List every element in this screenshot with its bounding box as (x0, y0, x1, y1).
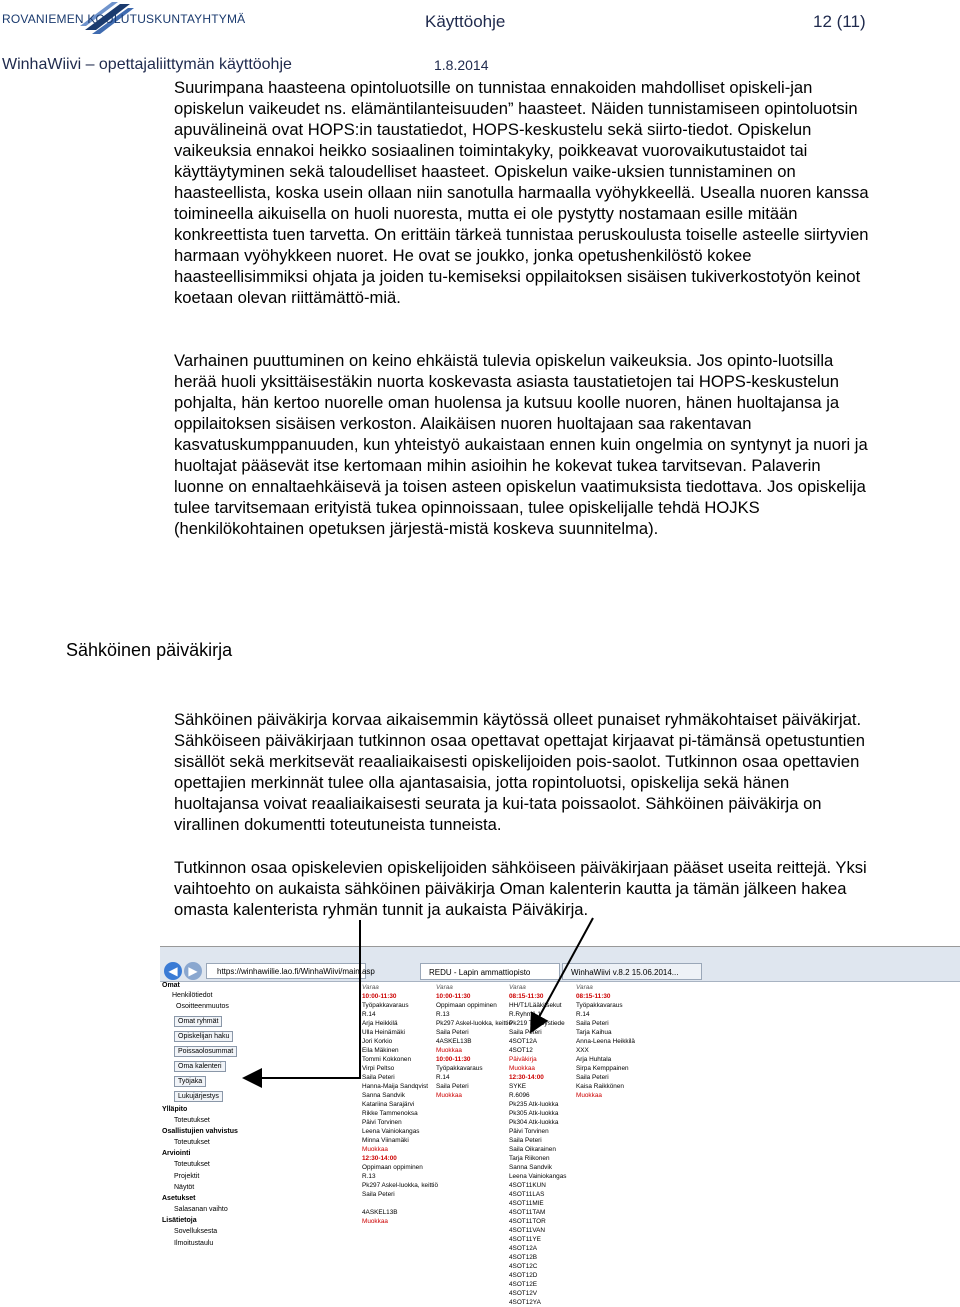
sidebar-item-projektit[interactable]: Projektit (174, 1173, 200, 1180)
calendar-entry[interactable]: Muokkaa (362, 1218, 388, 1225)
calendar-entry: Tommi Kokkonen (362, 1056, 412, 1063)
calendar-entry (362, 1199, 438, 1208)
paragraph-2 (174, 350, 874, 539)
sidebar-item-ilmoitustaulu[interactable]: Ilmoitustaulu (174, 1240, 214, 1247)
app-sidebar (160, 982, 335, 1254)
calendar-entry: 4SOT12C (509, 1263, 538, 1270)
sidebar-heading-osallistujien-vahvistus: Osallistujien vahvistus (162, 1128, 238, 1135)
calendar-entry: Leena Vainiokangas (509, 1173, 567, 1180)
calendar-entry: Virpi Peltso (362, 1065, 395, 1072)
calendar-entry: Saila Peteri (576, 1020, 609, 1027)
sidebar-item-toteutukset-1[interactable]: Toteutukset (174, 1117, 210, 1124)
calendar-entry: Ulla Heinämäki (362, 1029, 405, 1036)
page-number: 12 (11) (813, 12, 866, 31)
calendar-entry: Minna Viinamäki (362, 1137, 409, 1144)
calendar-entry[interactable]: Muokkaa (436, 1047, 462, 1054)
sidebar-item-lukujarjestys[interactable]: Lukujärjestys (174, 1091, 223, 1102)
calendar-entry: Sanna Sandvik (509, 1164, 552, 1171)
calendar-entry: Saila Peteri (362, 1074, 395, 1081)
sidebar-item-henkilotiedot[interactable]: Henkilötiedot (172, 992, 213, 999)
calendar-entry: 4SOT11MIE (509, 1200, 544, 1207)
calendar-entry[interactable]: Päiväkirja (509, 1056, 537, 1063)
paragraph-3 (174, 709, 874, 835)
calendar-entry: Sirpa Kemppainen (576, 1065, 629, 1072)
calendar-entry: 4SOT12 (509, 1047, 533, 1054)
calendar-entry: XXX (576, 1047, 589, 1054)
calendar-entry: 10:00-11:30 (436, 1056, 471, 1063)
calendar-entry: 4SOT12V (509, 1290, 538, 1297)
calendar-entry: 4SOT11TOR (509, 1218, 546, 1225)
paragraph-4 (174, 857, 874, 920)
calendar-entry: Saila Peteri (436, 1029, 469, 1036)
calendar-entry: Pk297 Askel-luokka, keittiö (436, 1020, 513, 1027)
calendar-entry: R.6096 (509, 1092, 530, 1099)
calendar-entry: 4SOT12A (509, 1245, 538, 1252)
embedded-screenshot (160, 946, 960, 1306)
calendar-entry[interactable]: Muokkaa (509, 1065, 535, 1072)
paragraph-1-text: Suurimpana haasteena opintoluotsille on tunnistaa ennakoiden mahdolliset opiskeli-jan opiskelun vaikeudet ns. elämäntilanteisuuden” haasteet. Näiden tunnistamiseen opintoluotsin apuvälineinä ovat HOPS:in taustatiedot, HOPS-keskustelu sekä siirto-tiedot. Opiskelun vaikeuksia ennakoi heikko sosiaalinen toimintakyky, poikkeavat vuorovaikutustaidot tai käyttäytyminen sekä taloudelliset haasteet. Opiskelun vaike-uksien tunnistaminen on haasteellista, koska usein ollaan niin sanotulla harmaalla vyöhykkeellä. Usealla nuoren kanssa toimineella aikuisella on huoli nuoresta, mutta ei ole pystytty nostamaan esille mitään konkreettista tuen tarvetta. On erittäin tärkeä tunnistaa peruskoulusta toiselle asteelle siirtyvien harmaan vyöhykkeen nuoret. He ovat se joukko, jonka opetushenkilöstö kokee haasteellisimmiksi ohjata ja joiden tu-kemiseksi oppilaitoksen sisäisen tukiverkostotyön keinot koetaan olevan riittämättö-miä. (174, 78, 869, 307)
sidebar-item-tyojaka[interactable]: Työjaka (174, 1076, 206, 1087)
calendar-entry: Työpakkavaraus (576, 1002, 623, 1009)
calendar-entry: 4ASKEL13B (362, 1209, 398, 1216)
sidebar-item-opiskelijan-haku[interactable]: Opiskelijan haku (174, 1031, 233, 1042)
logo-text: ROVANIEMEN KOULUTUSKUNTAYHTYMÄ (2, 12, 246, 26)
calendar-entry: Saila Peteri (576, 1074, 609, 1081)
calendar-entry: Pk297 Askel-luokka, keittiö (362, 1182, 439, 1189)
calendar-entry: 4SOT12B (509, 1254, 538, 1261)
forward-icon[interactable]: ▶ (184, 962, 202, 980)
calendar-entry: Päivi Torvinen (362, 1119, 402, 1126)
section-heading: Sähköinen päiväkirja (66, 640, 233, 660)
calendar-entry: 4SOT12E (509, 1281, 538, 1288)
calendar-entry: 4SOT11VAN (509, 1227, 545, 1234)
calendar-entry[interactable]: Muokkaa (362, 1146, 388, 1153)
paragraph-2-text: Varhainen puuttuminen on keino ehkäistä tulevia opiskelun vaikeuksia. Jos opinto-luotsilla herää huoli yksittäisestäkin nuorta koskevasta asiasta taustatietojen tai HOPS-keskustelun pohjalta, hän kertoo nuorelle oman huolensa ja kutsuu koolle nuoren, hänen huoltajansa ja oppilaitoksen sisäisen verkoston. Alaikäisen nuoren huoltajaan saa rakentavan kasvatuskumppanuuden, kun yhteistyö aukaistaan ennen kuin ongelmia on syntynyt ja nuori ja huoltajat pääsevät itse kertomaan mihin asioihin he kokevat tukea tarvitsevan. Palaverin luonne on ennaltaehkäisevä ja toisen asteen opiskelun vaatimuksista tiedottava. Jos opiskelija tulee tarvitsemaan erityistä tukea opinnoissaan, tulee opiskelijalle tehdä HOJKS (henkilökohtainen opetuksen järjestä-mistä koskeva suunnitelma). (174, 351, 868, 538)
calendar-entry: Tarja Kaihua (576, 1029, 612, 1036)
calendar-entry: Sanna Sandvik (362, 1092, 405, 1099)
calendar-entry: 4SOT12YA (509, 1299, 541, 1306)
sidebar-heading-asetukset: Asetukset (162, 1195, 196, 1202)
calendar-entry: Kaisa Raikkönen (576, 1083, 624, 1090)
calendar-entry: R.13 (362, 1173, 376, 1180)
calendar-entry: HH/T1/Lääkitsekut (509, 1002, 562, 1009)
document-subtitle: WinhaWiivi – opettajaliittymän käyttöohje (2, 56, 292, 73)
sidebar-item-toteutukset-3[interactable]: Toteutukset (174, 1161, 210, 1168)
paragraph-4-text: Tutkinnon osaa opiskelevien opiskelijoiden sähköiseen päiväkirjaan pääset useita reittejä. Yksi vaihtoehto on aukaista sähköinen päiväkirja Oman kalenterin kautta ja tämän jälkeen hakea omasta kalenterista ryhmän tunnit ja aukaista Päiväkirja. (174, 858, 867, 919)
calendar-entry: Rikke Tammenoksa (362, 1110, 418, 1117)
calendar-entry: SYKE (509, 1083, 527, 1090)
calendar-entry: 4SOT11TAM (509, 1209, 546, 1216)
calendar-entry: Pk235 Atk-luokka (509, 1101, 559, 1108)
calendar-entry: Päivi Torvinen (509, 1128, 549, 1135)
calendar-entry: 12:30-14:00 (509, 1074, 544, 1081)
calendar-entry: Pk305 Atk-luokka (509, 1110, 559, 1117)
calendar-column-3 (509, 983, 566, 1307)
organization-logo (0, 0, 270, 42)
calendar-entry: Saila Peteri (362, 1191, 395, 1198)
calendar-entry: 10:00-11:30 (436, 993, 471, 1000)
back-icon[interactable]: ◀ (164, 962, 182, 980)
calendar-entry: Saila Peteri (509, 1029, 542, 1036)
calendar-entry: Arja Huhtala (576, 1056, 612, 1063)
calendar-entry[interactable]: Muokkaa (576, 1092, 602, 1099)
calendar-entry[interactable]: Varaa (362, 984, 379, 991)
calendar-entry: 4SOT12D (509, 1272, 538, 1279)
calendar-entry: Tarja Riikonen (509, 1155, 550, 1162)
sidebar-item-osoitteenmuutos[interactable]: Osoitteenmuutos (176, 1003, 229, 1010)
calendar-entry: R.14 (436, 1074, 450, 1081)
paragraph-3-text: Sähköinen päiväkirja korvaa aikaisemmin käytössä olleet punaiset ryhmäkohtaiset päiväkirjat. Sähköiseen päiväkirjaan tutkinnon osaa opettavat opettajat kirjaavat pi-tämänsä opetustuntien sisällöt sekä merkitsevät reaaliaikaisesti opiskelijoiden pois-saolot. Tutkinnon osaa opettavien opettajien merkinnät tulee olla ajantasaisia, jotta ropintoluotsi, opiskelija sekä hänen huoltajansa voivat reaaliaikaisesti seurata ja kui-tata poissaolot. Sähköinen päiväkirja on virallinen dokumentti toteutuneista tunneista. (174, 710, 865, 834)
calendar-entry[interactable]: Varaa (509, 984, 526, 991)
calendar-entry: Pk219 Terveystiede (509, 1020, 565, 1027)
calendar-entry: 4SOT11YE (509, 1236, 541, 1243)
sidebar-heading-arviointi: Arviointi (162, 1150, 191, 1157)
calendar-entry: R.14 (362, 1011, 376, 1018)
sidebar-heading-omat: Omat (162, 982, 180, 989)
calendar-entry[interactable]: Varaa (436, 984, 453, 991)
calendar-entry: 4ASKEL13B (436, 1038, 472, 1045)
calendar-entry: 4SOT12A (509, 1038, 538, 1045)
calendar-entry: Hanna-Maija Sandqvist (362, 1083, 429, 1090)
address-bar[interactable]: https://winhawiilie.lao.fi/WinhaWiivi/main.asp (206, 963, 366, 979)
tab-winhawiivi[interactable]: WinhaWiivi v.8.2 15.06.2014... (562, 963, 702, 980)
calendar-entry: Arja Heikkilä (362, 1020, 398, 1027)
calendar-entry: Saila Oikarainen (509, 1146, 556, 1153)
calendar-entry: Työpakkavaraus (362, 1002, 409, 1009)
calendar-entry: 4SOT11LAS (509, 1191, 545, 1198)
sidebar-item-naytot[interactable]: Näytöt (174, 1184, 195, 1191)
calendar-entry: Oppimaan oppiminen (436, 1002, 497, 1009)
calendar-entry: Pk304 Atk-luokka (509, 1119, 559, 1126)
calendar-entry: Saila Peteri (509, 1137, 542, 1144)
calendar-entry: 08:15-11:30 (509, 993, 544, 1000)
calendar-entry: Eila Mäkinen (362, 1047, 399, 1054)
calendar-column-2 (436, 983, 512, 1100)
calendar-entry: R.13 (436, 1011, 450, 1018)
calendar-entry: Leena Vainiokangas (362, 1128, 420, 1135)
document-title: Käyttöohje (425, 12, 506, 31)
browser-chrome (160, 947, 960, 982)
document-date: 1.8.2014 (434, 57, 489, 73)
calendar-entry: 08:15-11:30 (576, 993, 611, 1000)
calendar-column-4 (576, 983, 635, 1100)
calendar-entry[interactable]: Muokkaa (436, 1092, 462, 1099)
calendar-column-1 (362, 983, 438, 1226)
sidebar-item-toteutukset-2[interactable]: Toteutukset (174, 1139, 210, 1146)
calendar-entry: 4SOT11KUN (509, 1182, 546, 1189)
calendar-entry: R.Ryhmä 1 (509, 1011, 541, 1018)
sidebar-item-salasanan-vaihto[interactable]: Salasanan vaihto (174, 1206, 228, 1213)
sidebar-item-oma-kalenteri[interactable]: Oma kalenteri (174, 1061, 226, 1072)
calendar-entry: Työpakkavaraus (436, 1065, 483, 1072)
calendar-entry: Saila Peteri (436, 1083, 469, 1090)
calendar-entry: Jori Korkio (362, 1038, 393, 1045)
calendar-entry: Anna-Leena Heikkilä (576, 1038, 635, 1045)
calendar-entry: 12:30-14:00 (362, 1155, 397, 1162)
sidebar-heading-lisatietoja: Lisätietoja (162, 1217, 197, 1224)
tab-redu[interactable]: REDU - Lapin ammattiopisto (420, 963, 560, 980)
page-header (0, 0, 960, 80)
sidebar-heading-yllapito: Ylläpito (162, 1106, 188, 1113)
sidebar-item-poissaolosummat[interactable]: Poissaolosummat (174, 1046, 237, 1057)
calendar-entry[interactable]: Varaa (576, 984, 593, 991)
paragraph-1 (174, 77, 874, 308)
calendar-entry: R.14 (576, 1011, 590, 1018)
sidebar-item-sovelluksesta[interactable]: Sovelluksesta (174, 1228, 218, 1235)
sidebar-item-omat-ryhmat[interactable]: Omat ryhmät (174, 1016, 222, 1027)
calendar-entry: Oppimaan oppiminen (362, 1164, 423, 1171)
calendar-entry: Katariina Sarajärvi (362, 1101, 415, 1108)
calendar-entry: 10:00-11:30 (362, 993, 397, 1000)
